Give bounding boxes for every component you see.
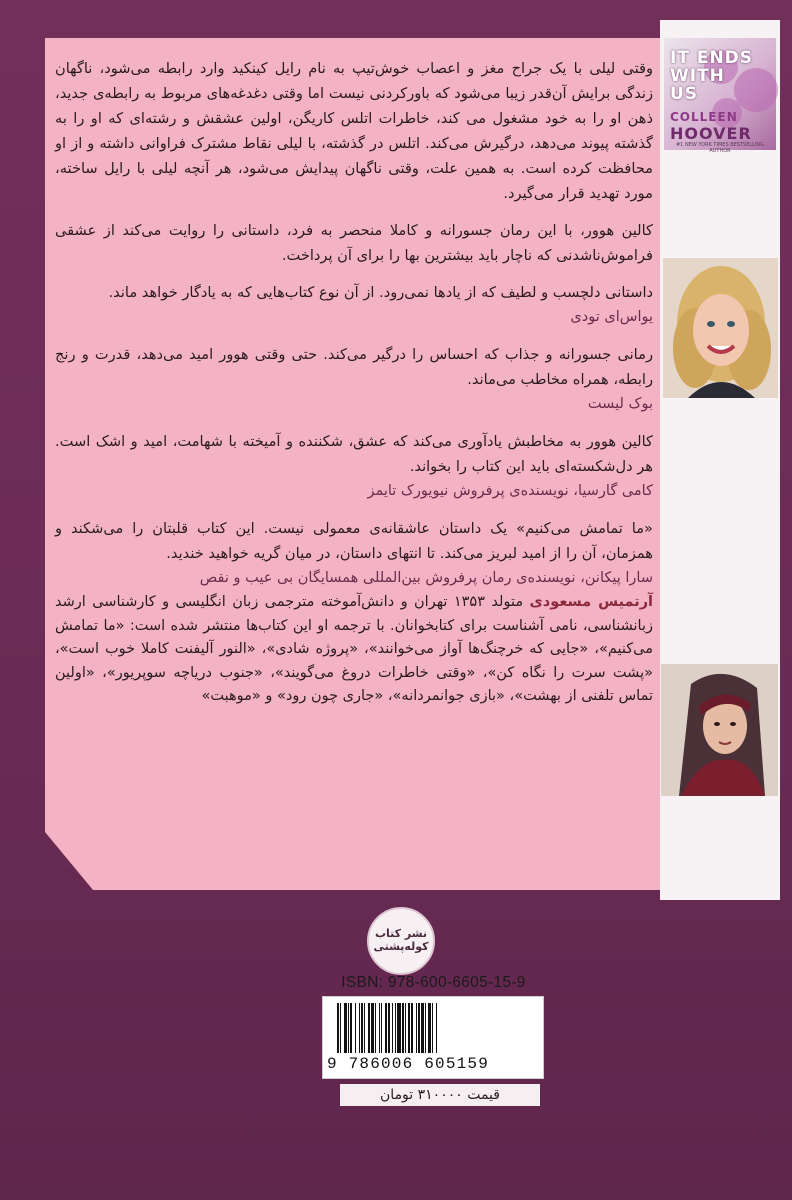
thumb-tagline: #1 NEW YORK TIMES BESTSELLING AUTHOR (675, 142, 765, 154)
blurb-text (55, 56, 653, 709)
translator-name: آرتمیس مسعودی (529, 594, 654, 610)
review-quote-3: کالین هوور به مخاطبش یادآوری می‌کند که عشق، شکننده و آمیخته با شهامت، امید و اشک است. هر دل‌شکسته‌ای باید این کتاب را بخواند. (55, 433, 653, 475)
author-portrait-icon (663, 258, 778, 398)
barcode (322, 996, 544, 1079)
translator-photo (661, 664, 778, 796)
translator-bio-text: متولد ۱۳۵۳ تهران و دانش‌آموخته مترجمی زبان انگلیسی و کارشناسی ارشد زبانشناسی، نامی آشناست برای کتابخوانان. با ترجمه او این کتاب‌ها منتشر شده است: «ما تمامش می‌کنیم»، «جایی که خرچنگ‌ها آواز می‌خوانند»، «پروژه شادی»، «النور آلیفنت کاملا خوب است»، «پشت سرت را نگاه کن»، «وقتی خاطرات دروغ می‌گویند»، «جنوب دریاچه سوپریور»، «اولین تماس تلفنی از بهشت»، «بازی جوانمردانه»، «جاری چون رود» و «موهبت» (55, 594, 653, 704)
author-photo (663, 258, 778, 398)
thumb-title-2: WITH (670, 66, 725, 86)
thumb-author-last: HOOVER (670, 124, 752, 143)
thumb-author-first: COLLEEN (670, 110, 738, 124)
blurb-paragraph-1: وقتی لیلی با یک جراح مغز و اعصاب خوش‌تیپ به نام رایل کینکید وارد رابطه می‌شود، ناگهان زندگی برایش آن‌قدر زیبا می‌شود که باورکردنی نیست اما وقتی دغدغه‌های مربوط به رابطه‌ی جدید، ذهن او را به خود مشغول می کند، خاطرات اتلس کاریگن، اولین عشقش و رشته‌ای که او را به گذشته پیوند می‌دهد، درگیرش می‌کند. اتلس در گذشته، با لیلی نقاط مشترک فراوانی داشته و از او محافظت کرده است. به همین علت، وقتی ناگهان پیدایش می‌شود، هر آنچه لیلی با رایل ساخته، مورد تهدید قرار می‌گیرد. (55, 60, 653, 202)
blurb-paragraph-2: کالین هوور، با این رمان جسورانه و کاملا منحصر به فرد، داستانی را روایت می‌کند از عشقی فراموش‌ناشدنی که ناچار باید بیشترین بها را برای آن پرداخت. (55, 222, 653, 264)
barcode-bars (337, 1003, 533, 1053)
review-quote-4: «ما تمامش می‌کنیم» یک داستان عاشقانه‌ی معمولی نیست. این کتاب قلبتان را می‌شکند و همزمان، آن را از امید لبریز می‌کند. تا انتهای داستان، در میان گریه خواهید خندید. (55, 520, 653, 562)
review-quote-2: رمانی جسورانه و جذاب که احساس را درگیر می‌کند. حتی وقتی هوور امید می‌دهد، قدرت و رنج رابطه، همراه مخاطب می‌ماند. (55, 346, 653, 388)
review-source-4: سارا پیکانن، نویسنده‌ی رمان پرفروش بین‌المللی همسایگان بی عیب و نقص (199, 570, 653, 586)
thumb-title-1: IT ENDS (670, 48, 754, 68)
isbn-label: ISBN: 978-600-6605-15-9 (341, 974, 526, 991)
review-quote-1: داستانی دلچسب و لطیف که از یادها نمی‌رود. از آن نوع کتاب‌هایی که به یادگار خواهد ماند. (108, 284, 653, 301)
publisher-logo-text: نشر کتاب کوله‌پشتی (373, 927, 429, 953)
price-label: قیمت ۳۱۰۰۰۰ تومان (340, 1084, 540, 1106)
thumb-title-3: US (670, 84, 699, 104)
translator-bio (55, 591, 653, 709)
translator-portrait-icon (661, 664, 778, 796)
original-cover-thumbnail (664, 38, 776, 154)
barcode-digits: 9 786006 605159 (327, 1055, 490, 1073)
publisher-logo (367, 907, 435, 975)
barcode-bar (437, 1003, 438, 1053)
review-source-3: کامی گارسیا، نویسنده‌ی پرفروش نیویورک تایمز (367, 483, 653, 499)
review-source-2: بوک لیست (587, 396, 653, 412)
review-source-1: یواس‌ای تودی (570, 309, 653, 325)
